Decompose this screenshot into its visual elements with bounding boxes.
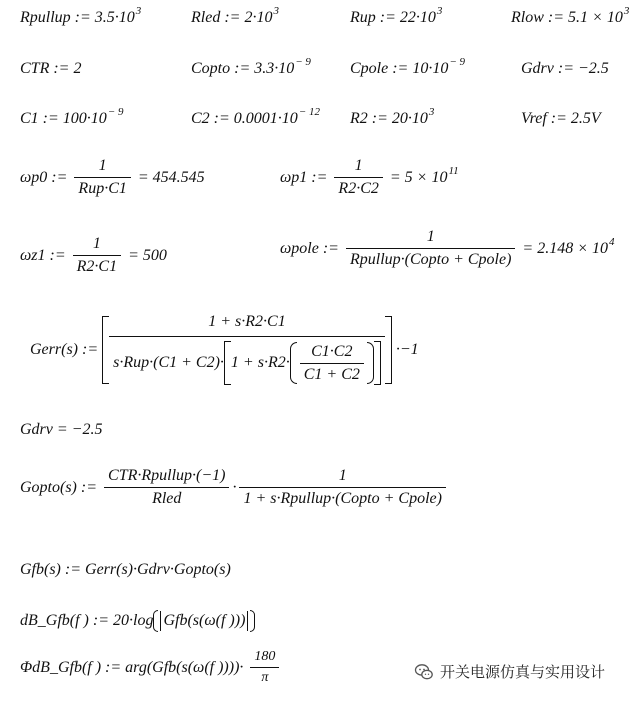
rup-definition: Rup := $22\cdot 10^3$ — [350, 5, 443, 26]
gerr-equation: Gerr(s) := 1 + s·R2·C1 s·Rup·(C1 + C2)· 1 + s·R2· $\frac{C1\cdot C2}{C1 + C2}$ ·−1 — [30, 314, 419, 385]
wpole-result: = 2.148 × 10 — [522, 239, 609, 257]
wp1-result: = 5 × 10 — [389, 168, 448, 186]
wz1-equation: ωz1 := $\frac{1}{R2\cdot C1}$ = 500 — [20, 235, 167, 275]
rpullup-definition: Rpullup := $3.5\cdot 10^3$ — [20, 5, 142, 26]
gdrv-definition: Gdrv := −2.5 — [521, 60, 609, 77]
r2-definition: R2 := $20\cdot 10^3$ — [350, 106, 435, 127]
gdrv-evaluation: Gdrv = −2.5 — [20, 421, 103, 438]
copto-definition: Copto := $3.3\cdot 10^{- 9}$ — [191, 56, 311, 77]
phase-gfb-equation: ΦdB_Gfb(f ) := arg(Gfb(s(ω(f ))))· $\frac{180}{\pi}$ — [20, 650, 282, 685]
watermark — [414, 661, 605, 682]
rled-definition: Rled := $2\cdot 10^3$ — [191, 5, 279, 26]
db-gfb-equation: dB_Gfb(f ) := 20·log Gfb(s(ω(f ))) — [20, 610, 255, 632]
gfb-equation: Gfb(s) := Gerr(s)·Gdrv·Gopto(s) — [20, 561, 231, 578]
c1-definition: C1 := $100\cdot 10^{- 9}$ — [20, 106, 124, 127]
gopto-equation: Gopto(s) := $\frac{\text{CTR·Rpullup·(−1)}}{\text{Rled}}$ · $\frac{1}{\text{1 + s·Rpullup·(Copto + Cpole)}}$ — [20, 468, 449, 507]
wz1-result: = 500 — [128, 246, 167, 264]
rlow-definition: Rlow := $5.1 \times 10^3$ — [511, 5, 630, 26]
watermark-text: 开关电源仿真与实用设计 — [440, 663, 606, 681]
cpole-definition: Cpole := $10\cdot 10^{- 9}$ — [350, 56, 466, 77]
wp0-equation: ωp0 := $\frac{1}{\text{Rup·C1}}$ = 454.545 — [20, 157, 205, 197]
c2-definition: C2 := $0.0001\cdot 10^{- 12}$ — [191, 106, 320, 127]
vref-definition: Vref := 2.5V — [521, 110, 601, 127]
gerr-inversion: ·−1 — [395, 340, 419, 358]
ctr-definition: CTR := 2 — [20, 60, 82, 77]
wpole-equation: ωpole := $\frac{1}{\text{Rpullup·(Copto + Cpole)}}$ = $2.148 \times 10^4$ — [280, 228, 615, 268]
wp1-equation: ωp1 := $\frac{1}{R2\cdot C2}$ = $5 \times 10^{11}$ — [280, 157, 459, 197]
wechat-icon — [414, 662, 434, 682]
wp0-result: = 454.545 — [137, 168, 205, 186]
